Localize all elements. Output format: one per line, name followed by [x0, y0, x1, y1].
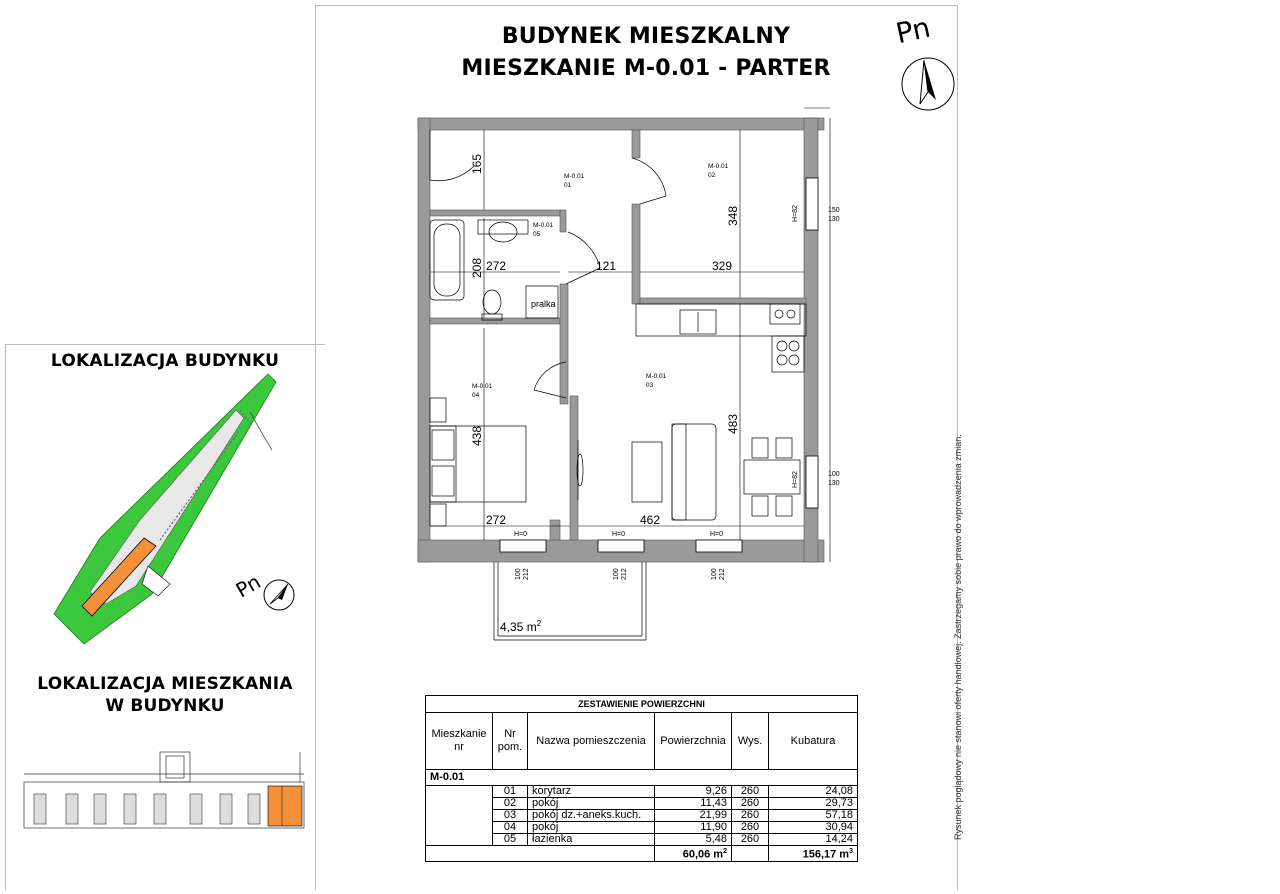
dim-462: 462 — [640, 513, 661, 527]
dim-438: 438 — [470, 425, 484, 446]
left-panel-frame-v — [5, 344, 6, 890]
window-label: H=82 — [792, 471, 799, 488]
site-compass-icon — [262, 578, 296, 612]
building-title: BUDYNEK MIESZKALNY — [501, 24, 791, 49]
site-map — [40, 370, 280, 650]
apartment-code: M-0.01 — [426, 770, 858, 786]
dim-272-top: 272 — [486, 259, 507, 273]
floor-plan — [400, 100, 840, 650]
col-name: Nazwa pomieszczenia — [528, 713, 655, 770]
window-label: 212 — [621, 568, 628, 580]
col-area: Powierzchnia — [655, 713, 732, 770]
apartment-location-title-2: W BUDYNKU — [105, 696, 225, 716]
window-label: 100 — [828, 471, 840, 478]
apartment-title: MIESZKANIE M-0.01 - PARTER — [461, 56, 831, 81]
window-label: 100 — [515, 568, 522, 580]
dim-483: 483 — [726, 413, 740, 434]
dim-329: 329 — [712, 259, 733, 273]
site-north-label: Pn — [231, 569, 265, 603]
washer-label: pralka — [531, 299, 556, 309]
table-row: 04 pokój 11,90 260 30,94 — [426, 822, 858, 834]
frame-line-top — [315, 5, 957, 6]
compass-icon — [900, 56, 958, 114]
window-label: H=0 — [612, 531, 626, 538]
total-area: 60,06 $m^2$ — [655, 846, 732, 862]
window-label: 130 — [828, 480, 840, 487]
table-row: 02 pokój 11,43 260 29,73 — [426, 798, 858, 810]
window-label: H=0 — [710, 531, 724, 538]
balcony-area: 4,35 $m^2$ — [500, 619, 542, 634]
building-location-title: LOKALIZACJA BUDYNKU — [50, 351, 280, 371]
room-label-code: M-0.01 — [472, 383, 493, 390]
table-row: 01 korytarz 9,26 260 24,08 — [426, 786, 858, 798]
window-label: H=0 — [514, 531, 528, 538]
table-row: 03 pokój dz.+aneks.kuch. 21,99 260 57,18 — [426, 810, 858, 822]
frame-line-left — [315, 5, 316, 890]
dim-208: 208 — [470, 257, 484, 278]
window-label: H=82 — [792, 205, 799, 222]
window-label: 212 — [719, 568, 726, 580]
dim-121: 121 — [596, 259, 617, 273]
col-nr: Nr pom. — [493, 713, 528, 770]
room-label-nr: 03 — [646, 382, 654, 389]
window-label: 150 — [828, 207, 840, 214]
table-header-row — [426, 713, 858, 770]
room-label-nr: 02 — [708, 172, 716, 179]
building-floor-key — [20, 748, 310, 834]
table-total-row — [426, 846, 858, 862]
window-label: 100 — [613, 568, 620, 580]
north-label: Pn — [892, 10, 934, 51]
dim-272-bottom: 272 — [486, 513, 507, 527]
col-height: Wys. — [732, 713, 769, 770]
room-label-code: M-0.01 — [708, 163, 729, 170]
table-title: ZESTAWIENIE POWIERZCHNI — [426, 696, 858, 713]
disclaimer: Rysunek poglądowy nie stanowi oferty handlowej. Zastrzegamy sobie prawo do wprowadzenia zmian. — [953, 434, 963, 840]
room-label-nr: 01 — [564, 182, 572, 189]
room-label-code: M-0.01 — [564, 173, 585, 180]
left-panel-frame — [5, 344, 325, 345]
window-label: 130 — [828, 216, 840, 223]
room-label-nr: 04 — [472, 392, 480, 399]
apartment-location-title-1: LOKALIZACJA MIESZKANIA — [37, 674, 293, 694]
col-apartment: Mieszkanie nr — [426, 713, 493, 770]
room-label-code: M-0.01 — [646, 373, 667, 380]
area-summary-table — [425, 695, 858, 862]
dim-348: 348 — [726, 205, 740, 226]
window-label: 100 — [711, 568, 718, 580]
window-label: 212 — [523, 568, 530, 580]
dim-165: 165 — [470, 153, 484, 174]
room-label-code: M-0.01 — [533, 222, 554, 229]
col-volume: Kubatura — [769, 713, 858, 770]
table-row: 05 łazienka 5,48 260 14,24 — [426, 834, 858, 846]
room-label-nr: 05 — [533, 231, 541, 238]
total-volume: 156,17 $m^3$ — [769, 846, 858, 862]
